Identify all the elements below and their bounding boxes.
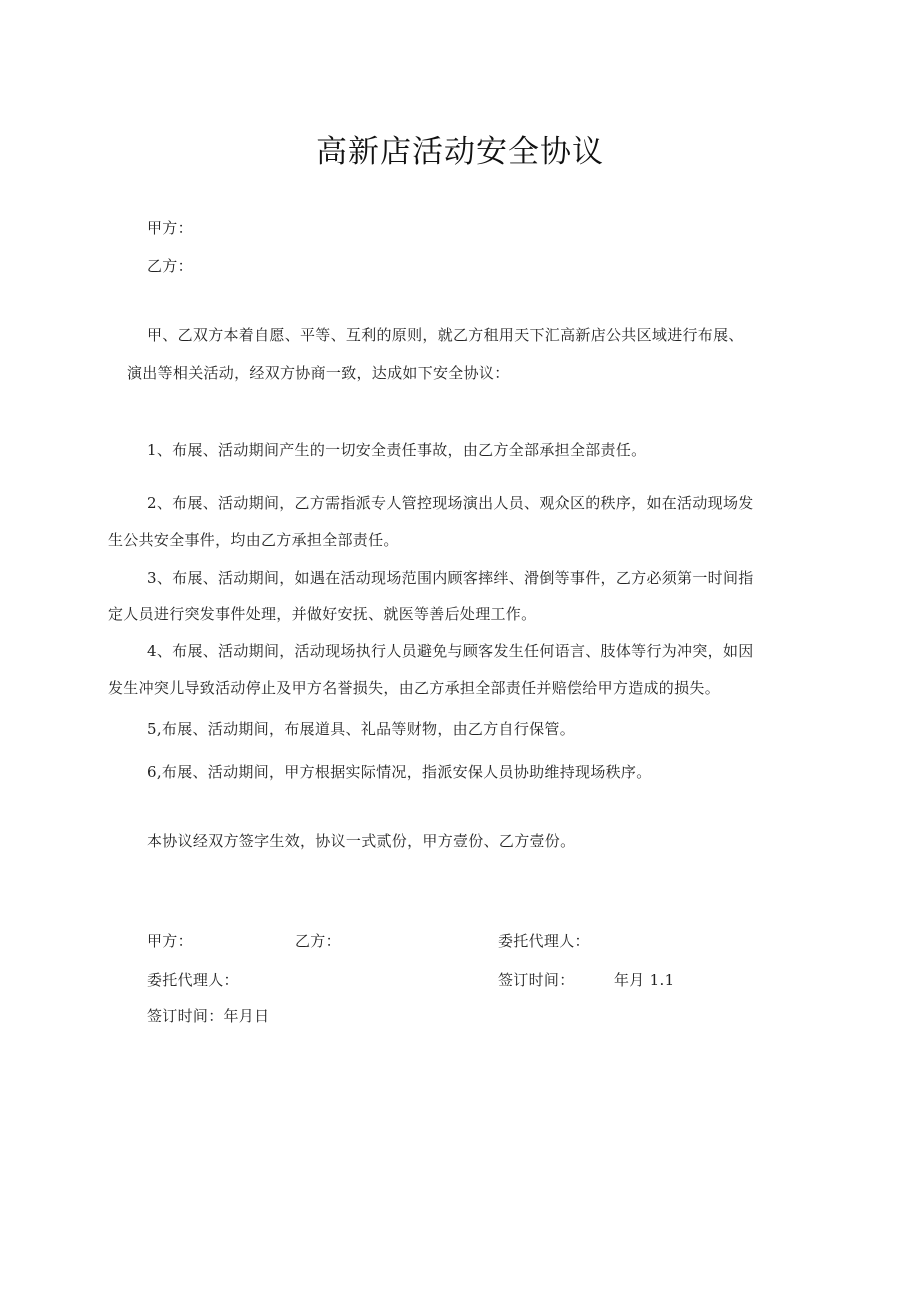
- party-b-label: 乙方：: [147, 257, 193, 275]
- party-a-label: 甲方：: [147, 219, 193, 237]
- intro-line-1: 甲、乙双方本着自愿、平等、互利的原则，就乙方租用天下汇高新店公共区域进行布展、: [147, 326, 744, 344]
- clause-3-line-2: 定人员进行突发事件处理，并做好安抚、就医等善后处理工作。: [108, 605, 537, 623]
- clause-1: 1、布展、活动期间产生的一切安全责任事故，由乙方全部承担全部责任。: [147, 441, 647, 459]
- clause-3-line-1: 3、布展、活动期间，如遇在活动现场范围内顾客摔绊、滑倒等事件，乙方必须第一时间指: [147, 569, 754, 587]
- signature-agent-left: 委托代理人：: [147, 971, 239, 989]
- document-title: 高新店活动安全协议: [316, 134, 604, 170]
- signature-party-a: 甲方：: [147, 932, 193, 950]
- clause-4-line-2: 发生冲突儿导致活动停止及甲方名誉损失，由乙方承担全部责任并赔偿给甲方造成的损失。: [108, 679, 721, 697]
- signature-time-right: 签订时间：: [498, 971, 575, 989]
- intro-line-2: 演出等相关活动，经双方协商一致，达成如下安全协议：: [127, 364, 510, 382]
- signature-agent-right: 委托代理人：: [498, 932, 590, 950]
- clause-2-line-2: 生公共安全事件，均由乙方承担全部责任。: [108, 531, 399, 549]
- clause-6: 6,布展、活动期间，甲方根据实际情况，指派安保人员协助维持现场秩序。: [147, 763, 652, 781]
- signature-date-right: 年月 1.1: [614, 971, 675, 989]
- clause-4-line-1: 4、布展、活动期间，活动现场执行人员避免与顾客发生任何语言、肢体等行为冲突，如因: [147, 642, 754, 660]
- clause-5: 5,布展、活动期间，布展道具、礼品等财物，由乙方自行保管。: [147, 720, 576, 738]
- clause-2-line-1: 2、布展、活动期间，乙方需指派专人管控现场演出人员、观众区的秩序，如在活动现场发: [147, 494, 754, 512]
- closing-statement: 本协议经双方签字生效，协议一式贰份，甲方壹份、乙方壹份。: [147, 832, 576, 850]
- signature-time-left: 签订时间：年月日: [147, 1007, 270, 1025]
- signature-party-b: 乙方：: [295, 932, 341, 950]
